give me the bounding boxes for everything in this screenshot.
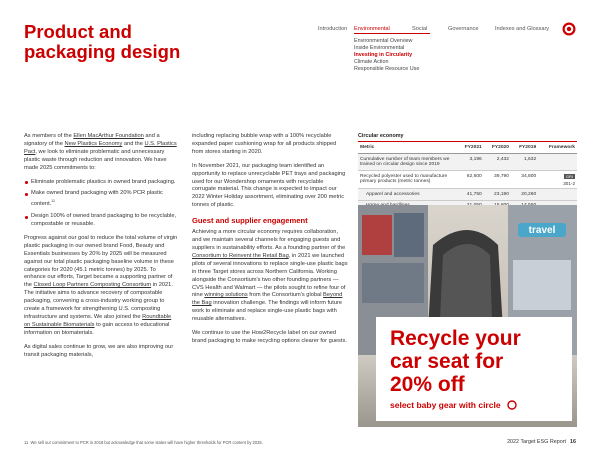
subnav-climate-action[interactable]: Climate Action	[354, 59, 389, 65]
body-text: to gain access to educational information on biomaterials.	[24, 321, 170, 336]
link-beyond-the-bag[interactable]: Beyond the Bag	[192, 292, 343, 307]
link-new-plastics-economy[interactable]: New Plastics Economy	[64, 140, 123, 147]
commitment-item	[24, 179, 179, 187]
product-box	[394, 213, 424, 257]
product-box	[362, 215, 392, 255]
engagement-paragraph	[192, 229, 348, 324]
product-box	[362, 263, 424, 303]
nav-governance[interactable]: Governance	[448, 26, 479, 32]
target-bullseye-logo-icon[interactable]	[562, 22, 576, 36]
cell-fy2021: 3,196	[457, 154, 484, 171]
footnote-text: We sell our commitment to PCR in 2018 but acknowledge that some states will have higher thresholds for PCR content by 2025.	[30, 440, 263, 445]
report-label: 2022 Target ESG Report	[507, 439, 566, 445]
wondershop-paragraph: In November 2021, our packaging team identified an opportunity to replace unrecyclable PET trays and packaging used for our Wondershop ornaments with recyclable corrugate material. This change is expected to impact our 2022 Winter Holiday assortment, eliminating over 200 metric tonnes of plastic.	[192, 162, 346, 209]
column-header-fy2019: FY2019	[511, 142, 538, 154]
product-box	[513, 260, 571, 310]
cell-framework	[538, 189, 577, 201]
cell-metric: Cumulative number of team members we trained on circular design since 2019	[358, 154, 457, 171]
page-footer	[507, 439, 576, 445]
link-consortium-retail-bag[interactable]: Consortium to Reinvent the Retail Bag	[192, 252, 289, 259]
progress-paragraph	[24, 235, 179, 338]
middle-column	[192, 133, 348, 352]
body-text: , in 2021 we launched pilots of several innovations to replace single-use plastic bags in three Target stores across Northern California. Working alongside the Consortium's two other founding partners — CVS Health and Walmart — the pilots sought to refine four of nine	[192, 252, 348, 299]
intro-text: and a signatory of the	[24, 133, 160, 147]
promo-sign-subtext	[390, 400, 501, 410]
commitments-list	[24, 179, 179, 229]
commitment-item	[24, 190, 179, 209]
link-us-plastics-pact[interactable]: U.S. Plastics Pact	[24, 140, 177, 155]
intro-text: , we look to eliminate problematic and unnecessary plastic waste through reduction and innovation. We have made 2025 commitments to:	[24, 148, 167, 171]
cell-framework	[538, 171, 577, 189]
footnote-marker: 11	[51, 199, 55, 204]
footnote	[24, 440, 263, 445]
transit-packaging-paragraph: including replacing bubble wrap with a 100% recyclable expanded paper cushioning wrap for all products shipped from stores starting in 2020.	[192, 133, 337, 155]
body-text: in 2021. The initiative aims to advance recovery of compostable packaging, convening a cross-industry working group to create a framework for strengthening U.S. composting infrastructure and systems. We also joined the	[24, 282, 173, 321]
how2recycle-paragraph: We continue to use the How2Recycle label on our owned brand packaging to make recycling options clearer for guests.	[192, 330, 347, 344]
body-text: Progress against our goal to reduce the total volume of virgin plastic packaging in our owned brand Food, Beauty and Essentials businesses by 20% by 2025 will be measured against our total plastic packaging baseline volume in these categories for 2020 (45.1 metric tonnes) by 2025. To enhance our efforts, Target became a supporting partner of the	[24, 234, 178, 289]
table-row	[358, 189, 577, 201]
car-seat-cushion	[440, 244, 492, 320]
commitment-text: Eliminate problematic plastics in owned brand packaging.	[31, 178, 176, 185]
subnavigation	[354, 38, 419, 73]
promo-sign-line-3: 20% off	[390, 373, 465, 396]
intro-text: and the	[122, 140, 145, 147]
promo-sign-subtext-main: select baby gear with	[390, 400, 479, 410]
column-header-fy2020: FY2020	[484, 142, 511, 154]
cell-fy2019: 34,800	[511, 171, 538, 189]
nav-environmental[interactable]: Environmental	[354, 26, 390, 32]
promo-sign-line-2: car seat for	[390, 350, 504, 373]
cell-fy2019: 1,632	[511, 154, 538, 171]
nav-introduction[interactable]: Introduction	[318, 26, 348, 32]
page-title-line-1: Product and	[24, 21, 132, 42]
body-text: Achieving a more circular economy requires collaboration, and we maintain several channels for engaging guests and suppliers in sustainability efforts. As a founding partner of the	[192, 229, 346, 251]
commitment-item	[24, 213, 179, 229]
aisle-sign-text: travel	[528, 225, 556, 236]
link-winning-solutions[interactable]: winning solutions	[204, 292, 248, 299]
digital-sales-paragraph: As digital sales continue to grow, we are also improving our transit packaging materials,	[24, 343, 174, 358]
cell-fy2021: 41,750	[457, 189, 484, 201]
column-header-metric: Metric	[358, 142, 457, 154]
cell-framework	[538, 154, 577, 171]
nav-indexes-and-glossary[interactable]: Indexes and Glossary	[495, 26, 550, 32]
left-column	[24, 133, 179, 366]
intro-paragraph	[24, 133, 179, 173]
link-ellen-macarthur-foundation[interactable]: Ellen MacArthur Foundation	[73, 133, 144, 139]
photo-illustration	[358, 205, 577, 427]
promo-sign-circle-word: circle	[478, 400, 501, 410]
table-title: Circular economy	[358, 133, 577, 142]
promo-sign-line-1: Recycle your	[390, 327, 521, 350]
cell-fy2021: 62,600	[457, 171, 484, 189]
link-roundtable-sustainable-biomaterials[interactable]: Roundtable on Sustainable Biomaterials	[24, 314, 172, 328]
table-header-row	[358, 142, 577, 154]
table-row	[358, 171, 577, 189]
subnav-environmental-overview[interactable]: Environmental Overview	[354, 38, 413, 44]
cell-fy2020: 2,432	[484, 154, 511, 171]
footnote-number: 11	[24, 440, 29, 445]
car-seat-recycling-photo	[358, 205, 577, 427]
top-navigation	[318, 26, 576, 38]
gri-badge: GRI	[565, 173, 573, 179]
nav-social[interactable]: Social	[412, 26, 428, 32]
commitment-text: Design 100% of owned brand packaging to be recyclable, compostable or reusable.	[31, 213, 177, 228]
table-row	[358, 154, 577, 171]
page-title-line-2: packaging design	[24, 41, 181, 62]
cell-fy2020: 23,190	[484, 189, 511, 201]
nav-active-underline	[354, 33, 430, 34]
link-closed-loop-partners[interactable]: Closed Loop Partners Composting Consortium	[33, 282, 152, 289]
cell-fy2020: 39,790	[484, 171, 511, 189]
page-title	[24, 22, 244, 62]
framework-code: 301-2	[563, 180, 575, 186]
intro-text: As members of the	[24, 133, 74, 139]
cell-fy2019: 20,260	[511, 189, 538, 201]
body-text: innovation challenge. The findings will inform future work to eliminate and replace single-use plastic bags with reusable alternatives.	[192, 300, 343, 323]
subnav-investing-in-circularity[interactable]: Investing in Circularity	[354, 52, 413, 58]
cell-metric: Recycled polyester used to manufacture primary products (metric tonnes)	[358, 171, 457, 189]
column-header-framework: Framework	[538, 142, 577, 154]
page-number: 16	[570, 439, 576, 445]
section-heading-guest-supplier: Guest and supplier engagement	[192, 216, 308, 226]
subnav-responsible-resource-use[interactable]: Responsible Resource Use	[354, 66, 420, 72]
column-header-fy2021: FY2021	[457, 142, 484, 154]
commitment-text: Make owned brand packaging with 20% PCR plastic content.	[31, 190, 163, 208]
subnav-inside-environmental[interactable]: Inside Environmental	[354, 45, 405, 51]
body-text: from the Consortium's global	[247, 292, 324, 299]
cell-metric: Apparel and accessories	[358, 189, 457, 201]
